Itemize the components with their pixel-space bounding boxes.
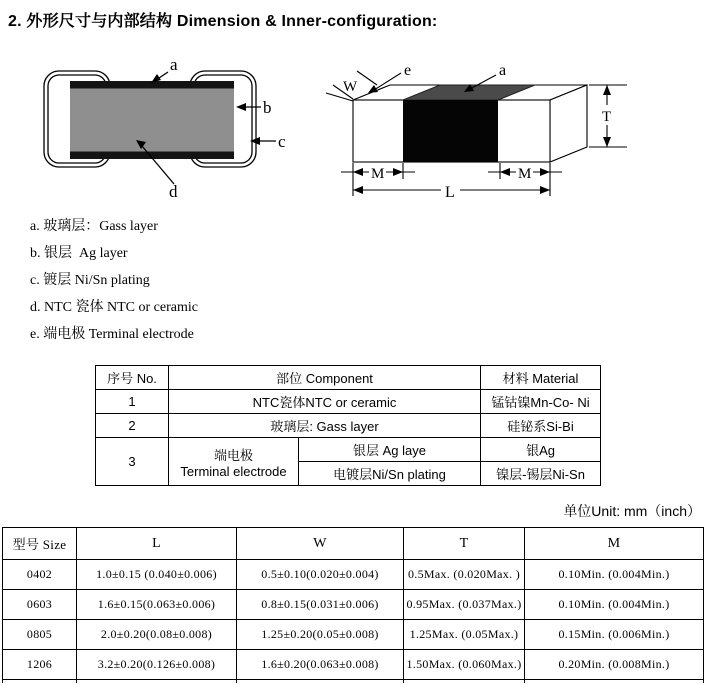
- cell-size: 0805: [3, 620, 77, 650]
- row1-component: NTC瓷体NTC or ceramic: [169, 390, 481, 414]
- m-right-arrow-2: [540, 168, 550, 176]
- legend-item-c: c. 镀层 Ni/Sn plating: [30, 273, 150, 288]
- diagrams: [0, 0, 705, 215]
- cell-m: 0.20Min. (0.008Min.): [525, 650, 704, 680]
- label-l: L: [445, 184, 455, 201]
- table-row: [3, 590, 704, 620]
- inner-electrode-band-front: [403, 100, 498, 162]
- legend-item-b: b. 银层 Ag layer: [30, 246, 128, 261]
- cell-m: 0.10Min. (0.004Min.): [525, 590, 704, 620]
- l-arrow-2: [540, 186, 550, 194]
- row2-material: 硅铋系Si-Bi: [481, 414, 601, 438]
- label-b: b: [263, 98, 272, 117]
- label-w: W: [343, 79, 358, 95]
- cell-w: 1.6±0.20(0.063±0.008): [237, 650, 404, 680]
- legend-item-d: d. NTC 瓷体 NTC or ceramic: [30, 300, 198, 315]
- row3-sub1: 银层 Ag laye: [299, 438, 481, 462]
- cell-t: 1.25Max. (0.05Max.): [404, 620, 525, 650]
- header-size: 型号 Size: [3, 528, 77, 560]
- m-right-arrow-1: [500, 168, 510, 176]
- m-left-arrow-2: [393, 168, 403, 176]
- t-arrow-up: [603, 85, 611, 95]
- m-left-arrow-1: [353, 168, 363, 176]
- label-e: e: [404, 62, 412, 79]
- label-c: c: [278, 132, 286, 151]
- label-m-right: M: [518, 166, 532, 182]
- cell-l: 3.2±0.20(0.126±0.008): [77, 650, 237, 680]
- table-row: [96, 390, 601, 414]
- legend-item-a: a. 玻璃层：Gass layer: [30, 219, 158, 234]
- cell-t: 1.50Max. (0.060Max.): [404, 650, 525, 680]
- table-row: [3, 620, 704, 650]
- unit-note: 单位Unit: mm（inch）: [563, 503, 701, 519]
- cell-w: 1.25±0.20(0.05±0.008): [237, 620, 404, 650]
- row3-part: [169, 438, 299, 486]
- arrow-b: [236, 103, 246, 111]
- dimension-table: [2, 527, 704, 683]
- label-d: d: [169, 182, 178, 201]
- t-arrow-down: [603, 137, 611, 147]
- cross-section-diagram: [44, 55, 286, 201]
- l-arrow-1: [353, 186, 363, 194]
- header-m: M: [525, 528, 704, 560]
- table-row: [96, 438, 601, 462]
- table-row: [96, 414, 601, 438]
- row3-no: 3: [96, 438, 169, 486]
- cell-w: 0.8±0.15(0.031±0.006): [237, 590, 404, 620]
- table-row: [3, 650, 704, 680]
- row3-sub2-material: 镍层-锡层Ni-Sn: [481, 462, 601, 486]
- header-w: W: [237, 528, 404, 560]
- label-t: T: [602, 109, 612, 125]
- cell-t: 0.95Max. (0.037Max.): [404, 590, 525, 620]
- cell-t: 0.5Max. (0.020Max. ): [404, 560, 525, 590]
- row3-sub1-material: 银Ag: [481, 438, 601, 462]
- row2-no: 2: [96, 414, 169, 438]
- component-table-header-row: [96, 366, 601, 390]
- cell-m: 0.15Min. (0.006Min.): [525, 620, 704, 650]
- label-a-right: a: [499, 62, 507, 79]
- dimension-table-header-row: [3, 528, 704, 560]
- legend-item-e: e. 端电极 Terminal electrode: [30, 327, 194, 342]
- cell-size: 1206: [3, 650, 77, 680]
- cell-w: 0.5±0.10(0.020±0.004): [237, 560, 404, 590]
- component-material-table: [95, 365, 601, 486]
- header-no: 序号 No.: [96, 366, 169, 390]
- header-l: L: [77, 528, 237, 560]
- row1-no: 1: [96, 390, 169, 414]
- table-row-cut-off: [3, 680, 704, 684]
- row3-part-cn: 端电极: [213, 447, 253, 463]
- header-component: 部位 Component: [169, 366, 481, 390]
- perspective-diagram: [326, 62, 627, 201]
- row3-part-en: Terminal electrode: [180, 463, 287, 479]
- header-t: T: [404, 528, 525, 560]
- cell-size: 0402: [3, 560, 77, 590]
- cell-l: 2.0±0.20(0.08±0.008): [77, 620, 237, 650]
- ceramic-body: [70, 89, 234, 152]
- label-a: a: [170, 55, 178, 74]
- cell-m: 0.10Min. (0.004Min.): [525, 560, 704, 590]
- w-tick-1: [357, 71, 377, 85]
- header-material: 材料 Material: [481, 366, 601, 390]
- section-title: 2. 外形尺寸与内部结构 Dimension & Inner-configuration:: [8, 13, 438, 30]
- row3-sub2: 电镀层Ni/Sn plating: [299, 462, 481, 486]
- layer-legend: [30, 213, 198, 348]
- cell-l: 1.6±0.15(0.063±0.006): [77, 590, 237, 620]
- row2-component: 玻璃层: Gass layer: [169, 414, 481, 438]
- cell-l: 1.0±0.15 (0.040±0.006): [77, 560, 237, 590]
- cell-size: 0603: [3, 590, 77, 620]
- label-m-left: M: [371, 166, 385, 182]
- row1-material: 锰钴镍Mn-Co- Ni: [481, 390, 601, 414]
- table-row: [3, 560, 704, 590]
